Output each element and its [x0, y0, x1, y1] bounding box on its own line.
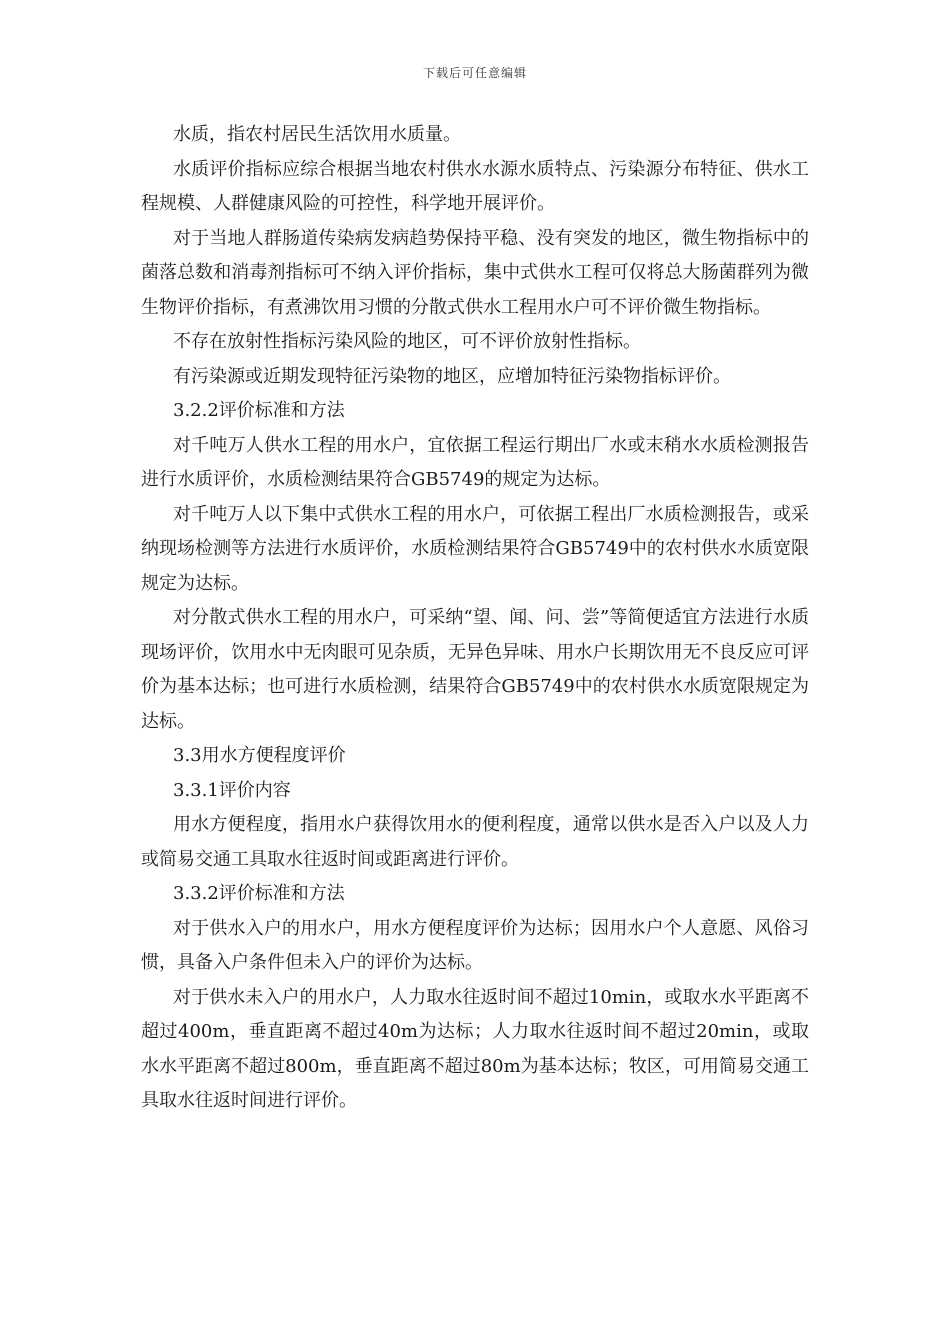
- paragraph-small-centralized-evaluation: 对千吨万人以下集中式供水工程的用水户，可依据工程出厂水质检测报告，或采纳现场检测等方法进行水质评价，水质检测结果符合GB5749中的农村供水水质宽限规定为达标。: [141, 503, 809, 594]
- paragraph-household-connection: 对于供水入户的用水户，用水方便程度评价为达标；因用水户个人意愿、风俗习惯，具备入户条件但未入户的评价为达标。: [141, 917, 809, 973]
- page-header: 下载后可任意编辑: [422, 66, 527, 80]
- document-body: [141, 118, 809, 1119]
- paragraph-non-household-standards: 对于供水未入户的用水户，人力取水往返时间不超过10min，或取水水平距离不超过400m，垂直距离不超过40m为达标；人力取水往返时间不超过20min，或取水水平距离不超过800m，垂直距离不超过80m为基本达标；牧区，可用简易交通工具取水往返时间进行评价。: [141, 986, 809, 1111]
- paragraph-evaluation-indicators: 水质评价指标应综合根据当地农村供水水源水质特点、污染源分布特征、供水工程规模、人群健康风险的可控性，科学地开展评价。: [141, 158, 809, 214]
- section-heading-3-2-2: 3.2.2评价标准和方法: [173, 400, 345, 421]
- paragraph-water-quality-definition: 水质，指农村居民生活饮用水质量。: [173, 124, 461, 145]
- paragraph-convenience-definition: 用水方便程度，指用水户获得饮用水的便利程度，通常以供水是否入户以及人力或简易交通工具取水往返时间或距离进行评价。: [141, 814, 809, 870]
- section-heading-3-3-1: 3.3.1评价内容: [173, 779, 291, 801]
- paragraph-decentralized-evaluation: 对分散式供水工程的用水户，可采纳“望、闻、问、尝”等简便适宜方法进行水质现场评价，饮用水中无肉眼可见杂质，无异色异味、用水户长期饮用无不良反应可评价为基本达标；也可进行水质检测，结果符合GB5749中的农村供水水质宽限规定为达标。: [141, 607, 809, 732]
- paragraph-large-supply-evaluation: 对千吨万人供水工程的用水户，宜依据工程运行期出厂水或末稍水水质检测报告进行水质评价，水质检测结果符合GB5749的规定为达标。: [141, 434, 809, 490]
- paragraph-pollutant-indicators: 有污染源或近期发现特征污染物的地区，应增加特征污染物指标评价。: [173, 365, 731, 387]
- paragraph-microbial-indicators: 对于当地人群肠道传染病发病趋势保持平稳、没有突发的地区，微生物指标中的菌落总数和消毒剂指标可不纳入评价指标，集中式供水工程可仅将总大肠菌群列为微生物评价指标，有煮沸饮用习惯的分散式供水工程用水户可不评价微生物指标。: [141, 227, 809, 318]
- paragraph-radioactive-indicators: 不存在放射性指标污染风险的地区，可不评价放射性指标。: [173, 331, 641, 352]
- section-heading-3-3: 3.3用水方便程度评价: [173, 745, 346, 766]
- section-heading-3-3-2: 3.3.2评价标准和方法: [173, 883, 345, 904]
